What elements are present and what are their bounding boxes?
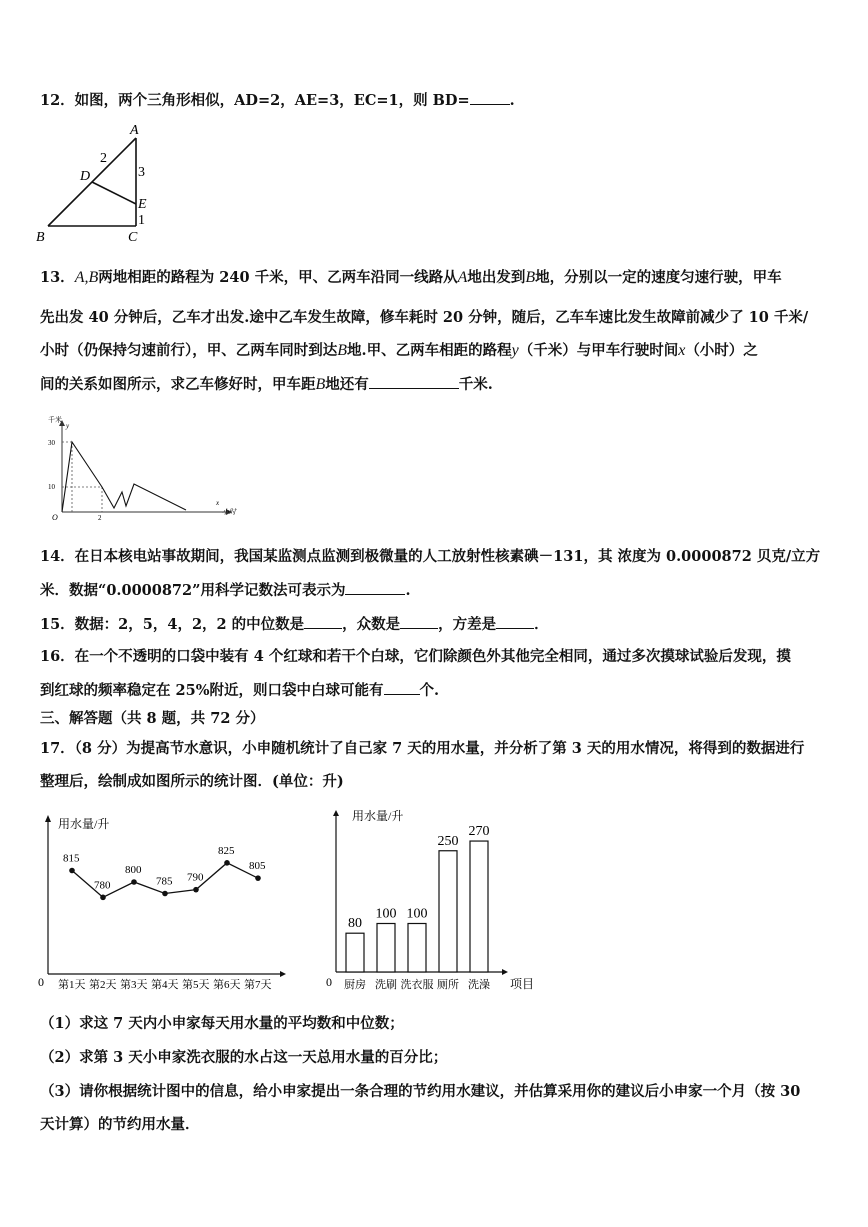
- q16-line-1: [40, 647, 868, 667]
- label-a: A: [130, 123, 139, 138]
- label-e: E: [138, 197, 147, 212]
- q13-var-b-2: B: [337, 342, 348, 359]
- q15-variance-blank[interactable]: [496, 614, 534, 629]
- q13-y-axis-label: y: [66, 422, 70, 430]
- label-c: C: [128, 230, 138, 245]
- q13-answer-blank[interactable]: [369, 374, 459, 389]
- bar-chart-bar: [377, 924, 395, 973]
- bar-chart-bar: [439, 851, 457, 972]
- bar-chart-origin: 0: [326, 975, 332, 989]
- q13-text-4b: 地还有: [325, 376, 369, 393]
- line-chart-tick-label: 第2天: [89, 979, 117, 991]
- q13-line-3: [40, 341, 868, 361]
- q16-text-1: 16．在一个不透明的口袋中装有 4 个红球和若干个白球，它们除颜色外其他完全相同，通过多次摸球试验后发现，摸: [40, 648, 791, 665]
- q13-text-4c: 千米.: [458, 376, 493, 393]
- q13-ytick-10: 10: [48, 483, 55, 491]
- bar-chart-bar: [408, 924, 426, 973]
- line-chart-point: [193, 887, 199, 893]
- q17-sub-3-text-b: 天计算）的节约用水量．: [40, 1116, 200, 1133]
- line-chart-point: [162, 891, 168, 897]
- q14-text-2b: .: [405, 582, 411, 599]
- q13-line-4: [40, 374, 868, 395]
- q12-triangle-figure: [34, 118, 164, 246]
- q13-var-b-3: B: [315, 376, 326, 393]
- line-chart-data-label: 790: [187, 871, 204, 884]
- q13-text-3c: （千米）与甲车行驶时间: [518, 342, 679, 359]
- section-3-title: 三、解答题（共 8 题，共 72 分）: [40, 710, 265, 727]
- q16-line-2: [40, 680, 868, 701]
- q13-text-3b: 地.甲、乙两车相距的路程: [347, 342, 512, 359]
- q13-number: 13．: [40, 269, 75, 286]
- bar-chart-data-label: 100: [406, 906, 428, 922]
- q15-line: [40, 614, 868, 635]
- q15-text-c: ，方差是: [438, 616, 497, 633]
- label-b: B: [36, 230, 45, 245]
- label-ae-length: 3: [138, 165, 145, 180]
- line-chart-tick-label: 第7天: [244, 979, 272, 991]
- q15-mode-blank[interactable]: [400, 614, 438, 629]
- bar-chart-tick-label: 厕所: [437, 979, 459, 991]
- bar-chart-data-label: 270: [468, 824, 490, 840]
- bar-chart-data-label: 80: [348, 916, 362, 932]
- q14-line-1: [40, 547, 868, 567]
- q13-var-ab: A,B: [74, 269, 99, 286]
- q13-text-1a: 两地相距的路程为 240 千米，甲、乙两车沿同一线路从: [98, 269, 458, 286]
- line-chart-point: [100, 895, 106, 901]
- line-chart-point: [224, 860, 230, 866]
- line-chart-point: [255, 875, 261, 881]
- line-chart-point: [131, 879, 137, 885]
- line-chart-point: [69, 868, 75, 874]
- q13-x-axis-label: x: [216, 499, 220, 507]
- q13-x-unit: 小时: [222, 508, 236, 516]
- q17-sub-3-line-2: [40, 1115, 868, 1135]
- q13-var-b: B: [525, 269, 536, 286]
- q16-text-2b: 个.: [419, 682, 440, 699]
- label-ec-length: 1: [138, 213, 145, 228]
- q13-var-y: y: [511, 342, 519, 359]
- q12-stem: 12．如图，两个三角形相似，AD=2，AE=3，EC=1，则 BD=: [40, 92, 470, 109]
- line-chart-tick-label: 第4天: [151, 979, 179, 991]
- line-chart-tick-label: 第3天: [120, 979, 148, 991]
- line-chart-x-arrow-icon: [280, 971, 286, 977]
- q17-sub-3-line-1: [40, 1082, 868, 1102]
- bar-chart-ylabel: 用水量/升: [352, 809, 404, 823]
- q14-answer-blank[interactable]: [345, 580, 405, 595]
- bar-chart-y-arrow-icon: [333, 810, 339, 816]
- q15-median-blank[interactable]: [304, 614, 342, 629]
- line-chart-y-arrow-icon: [45, 815, 51, 822]
- line-chart-origin: 0: [38, 975, 44, 989]
- q12-end: .: [509, 92, 515, 109]
- bar-chart-xlabel: 项目: [510, 977, 535, 991]
- q13-text-4a: 间的关系如图所示，求乙车修好时，甲车距: [40, 376, 316, 393]
- q14-text-1: 14．在日本核电站事故期间，我国某监测点监测到极微量的人工放射性核素碘－131，其 浓度为 0.0000872 贝克/立方: [40, 548, 821, 565]
- q13-text-3a: 小时（仍保持匀速前行），甲、乙两车同时到达: [40, 342, 338, 359]
- line-de: [92, 182, 136, 204]
- q13-distance-polyline: [62, 442, 186, 512]
- q17-sub-2-text: （2）求第 3 天小申家洗衣服的水占这一天总用水量的百分比；: [40, 1049, 448, 1066]
- line-chart-tick-label: 第6天: [213, 979, 241, 991]
- q13-origin: O: [52, 513, 58, 522]
- q13-text-1b: 地出发到: [467, 269, 526, 286]
- label-d: D: [80, 169, 91, 184]
- q17-text-2: 整理后，绘制成如图所示的统计图．(单位：升): [40, 773, 344, 790]
- q13-y-unit: 千米: [48, 416, 62, 424]
- q14-text-2a: 米．数据“0.0000872”用科学记数法可表示为: [40, 582, 346, 599]
- line-chart-data-label: 805: [249, 860, 266, 873]
- q15-text-b: ，众数是: [342, 616, 401, 633]
- bar-chart-tick-label: 洗衣服: [400, 979, 434, 991]
- q17-sub-1: [40, 1014, 868, 1034]
- q16-answer-blank[interactable]: [384, 680, 420, 695]
- q13-var-a: A: [457, 269, 468, 286]
- q13-text-3d: （小时）之: [685, 342, 758, 359]
- q15-text-a: 15．数据：2，5，4，2，2 的中位数是: [40, 616, 305, 633]
- q17-line-2: [40, 772, 868, 792]
- q14-line-2: [40, 580, 868, 601]
- q12-answer-blank[interactable]: [470, 90, 510, 105]
- bar-chart-bar: [470, 841, 488, 972]
- q17-sub-2: [40, 1048, 868, 1068]
- line-chart-data-label: 785: [156, 875, 173, 888]
- daily-water-line-chart: [34, 808, 290, 998]
- usage-by-item-bar-chart: [322, 808, 552, 998]
- q17-sub-1-text: （1）求这 7 天内小申家每天用水量的平均数和中位数；: [40, 1015, 404, 1032]
- bar-chart-x-arrow-icon: [502, 969, 508, 975]
- q13-distance-graph: [44, 412, 244, 524]
- bar-chart-bar: [346, 933, 364, 972]
- q16-text-2a: 到红球的频率稳定在 25%附近，则口袋中白球可能有: [40, 682, 384, 699]
- section-3-heading: [40, 709, 868, 729]
- line-chart-data-label: 825: [218, 844, 235, 857]
- q13-var-x: x: [678, 342, 686, 359]
- q12-text: [40, 90, 868, 111]
- line-chart-data-label: 815: [63, 852, 80, 865]
- q17-text-1: 17．（8 分）为提高节水意识，小申随机统计了自己家 7 天的用水量，并分析了第 3 天的用水情况，将得到的数据进行: [40, 740, 805, 757]
- bar-chart-data-label: 250: [437, 833, 459, 849]
- bar-chart-tick-label: 洗刷: [375, 979, 397, 991]
- q17-line-1: [40, 739, 868, 759]
- bar-chart-data-label: 100: [375, 906, 397, 922]
- bar-chart-tick-label: 洗澡: [468, 979, 490, 991]
- label-ad-length: 2: [100, 151, 107, 166]
- q15-text-d: ．: [534, 616, 549, 633]
- q13-xtick-2: 2: [98, 514, 102, 522]
- line-chart-ylabel: 用水量/升: [58, 817, 110, 831]
- bar-chart-tick-label: 厨房: [344, 979, 366, 991]
- q13-line-1: [40, 268, 868, 288]
- line-chart-tick-label: 第5天: [182, 979, 210, 991]
- line-chart-data-label: 780: [94, 879, 111, 892]
- q13-text-1c: 地，分别以一定的速度匀速行驶，甲车: [535, 269, 782, 286]
- q17-sub-3-text-a: （3）请你根据统计图中的信息，给小申家提出一条合理的节约用水建议，并估算采用你的建议后小申家一个月（按 30: [40, 1083, 801, 1100]
- q13-text-2: 先出发 40 分钟后，乙车才出发.途中乙车发生故障，修车耗时 20 分钟，随后，乙车车速比发生故障前减少了 10 千米/: [40, 309, 809, 326]
- q13-ytick-30: 30: [48, 439, 55, 447]
- line-chart-tick-label: 第1天: [58, 979, 86, 991]
- line-chart-data-label: 800: [125, 864, 142, 876]
- q13-line-2: [40, 308, 868, 328]
